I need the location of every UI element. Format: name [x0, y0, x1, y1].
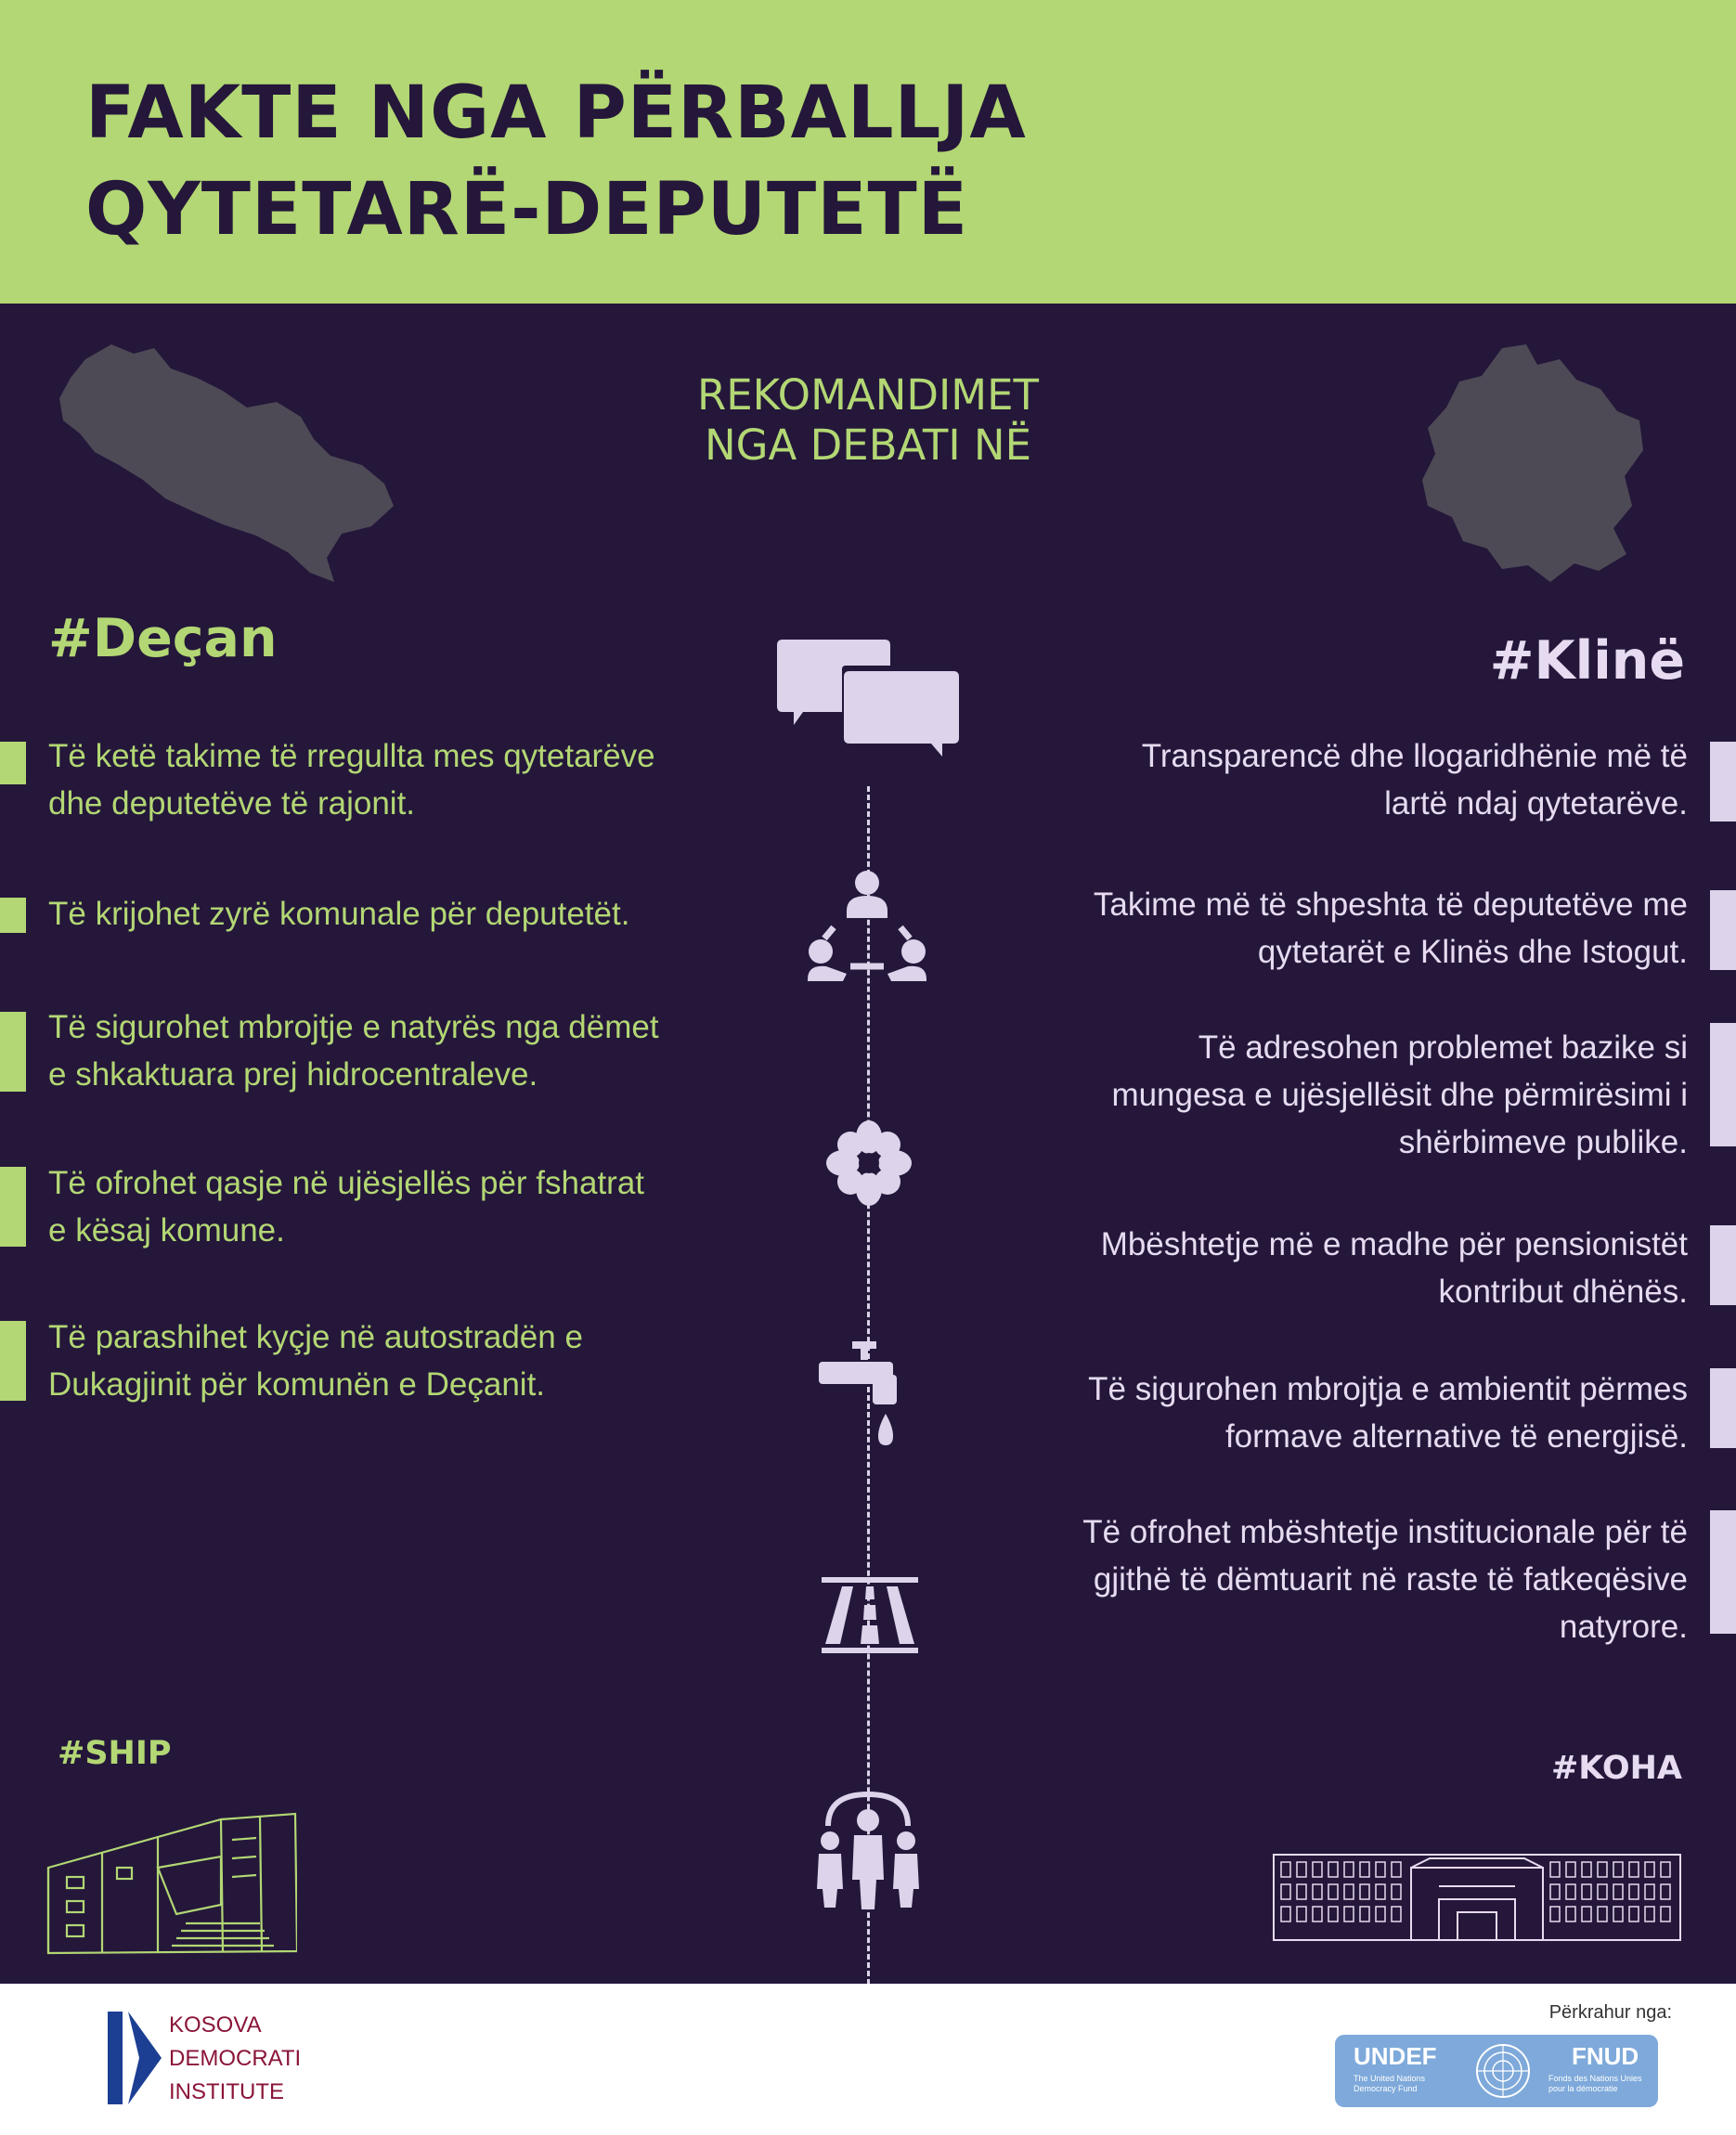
rec-line: natyrore. [1559, 1609, 1688, 1645]
right-bullet-marker [1710, 1510, 1736, 1634]
building-window [1566, 1907, 1575, 1922]
rec-line: kontribut dhënës. [1438, 1274, 1688, 1310]
building-window [1645, 1862, 1654, 1877]
building-window [1582, 1862, 1591, 1877]
building-window [1582, 1884, 1591, 1899]
chat-bubbles-icon [775, 638, 961, 758]
building-window [1392, 1862, 1401, 1877]
rec-line: Të krijohet zyrë komunale për deputetët. [48, 896, 630, 932]
fnud-label: FNUD [1572, 2042, 1639, 2070]
building-window [1582, 1907, 1591, 1922]
right-bullet-marker [1710, 1023, 1736, 1146]
building-window [1328, 1907, 1338, 1922]
rec-line: Takime më të shpeshta të deputetëve me [1093, 886, 1688, 923]
building-window [1566, 1884, 1575, 1899]
page-title-line2: QYTETARË-DEPUTETË [85, 168, 969, 252]
building-window [1550, 1907, 1560, 1922]
building-window [1661, 1862, 1670, 1877]
main-panel [0, 304, 1736, 1984]
building-window [1661, 1907, 1670, 1922]
building-window [1550, 1862, 1560, 1877]
left-bullet-marker [0, 898, 26, 933]
building-window [1376, 1862, 1385, 1877]
building-window [1392, 1907, 1401, 1922]
rec-line: Të ofrohet qasje në ujësjellës për fshatrat [48, 1165, 645, 1201]
rec-line: lartë ndaj qytetarëve. [1384, 785, 1688, 822]
building-window [1376, 1907, 1385, 1922]
rec-line: dhe deputetëve të rajonit. [48, 785, 416, 822]
rec-line: Mbështetje më e madhe për pensionistët [1100, 1226, 1688, 1262]
rec-line: Të adresohen problemet bazike si [1198, 1029, 1688, 1066]
rec-line: shërbimeve publike. [1398, 1124, 1688, 1160]
right-bullet-marker [1710, 742, 1736, 822]
building-window [1344, 1907, 1354, 1922]
rec-line: Të parashihet kyçje në autostradën e [48, 1319, 583, 1355]
kline-recommendation [945, 1365, 1688, 1460]
building-window [1629, 1907, 1639, 1922]
building-window [1645, 1907, 1654, 1922]
building-window [1613, 1907, 1623, 1922]
rec-line: Dukagjinit për komunën e Deçanit. [48, 1366, 546, 1403]
kline-tag: #Klinë [1489, 630, 1685, 692]
building-window [1598, 1907, 1607, 1922]
left-bullet-marker [0, 1012, 26, 1092]
page-title [85, 65, 1292, 258]
decan-tag: #Deçan [48, 608, 278, 669]
kline-map-icon [1419, 343, 1646, 586]
building-window [1645, 1884, 1654, 1899]
flower-icon [826, 1120, 912, 1206]
kline-recommendation [945, 732, 1688, 827]
kdi-line: DEMOCRATI [169, 2046, 302, 2071]
kdi-line: INSTITUTE [169, 2079, 284, 2104]
kdi-logo-icon [108, 2012, 163, 2104]
building-window [1344, 1884, 1354, 1899]
kline-recommendation [945, 1508, 1688, 1650]
parliament-building-icon [1272, 1849, 1682, 1942]
community-people-icon [813, 1789, 923, 1909]
rec-line: e kësaj komune. [48, 1212, 285, 1249]
rec-line: gjithë të dëmtuarit në raste të fatkeqësive [1093, 1561, 1688, 1598]
un-emblem-icon [1474, 2042, 1532, 2100]
left-bullet-marker [0, 1321, 26, 1401]
road-icon [822, 1577, 918, 1653]
building-window [1661, 1884, 1670, 1899]
building-window [1281, 1862, 1290, 1877]
building-window [1328, 1862, 1338, 1877]
building-window [1376, 1884, 1385, 1899]
rec-line: e shkaktuara prej hidrocentraleve. [48, 1056, 538, 1093]
meeting-group-icon [806, 870, 928, 981]
building-window [1598, 1884, 1607, 1899]
building-window [1360, 1862, 1369, 1877]
footer [0, 1984, 1736, 2135]
building-window [1297, 1884, 1306, 1899]
building-window [1297, 1907, 1306, 1922]
left-bullet-marker [0, 1167, 26, 1247]
water-tap-icon [817, 1341, 910, 1453]
fnud-sub-label: Fonds des Nations Unies pour la démocratie [1548, 2074, 1642, 2093]
right-bullet-marker [1710, 1368, 1736, 1448]
building-window [1328, 1884, 1338, 1899]
decan-recommendation [48, 1003, 772, 1098]
kline-recommendation [945, 1221, 1688, 1315]
left-bullet-marker [0, 742, 26, 784]
building-window [1344, 1862, 1354, 1877]
decan-recommendation [48, 1313, 772, 1408]
rec-line: Transparencë dhe llogaridhënie më të [1141, 738, 1688, 774]
ship-hashtag: #SHIP [58, 1735, 172, 1772]
page-title-line1: FAKTE NGA PËRBALLJA [85, 71, 1027, 155]
building-window [1281, 1907, 1290, 1922]
decan-recommendation [48, 890, 772, 938]
building-window [1613, 1884, 1623, 1899]
rec-line: Të ofrohet mbështetje institucionale për të [1082, 1514, 1688, 1550]
building-window [1313, 1862, 1322, 1877]
subtitle-line2: NGA DEBATI NË [704, 421, 1032, 470]
rec-line: mungesa e ujësjellësit dhe përmirësimi i [1111, 1077, 1688, 1113]
undef-sub-label: The United Nations Democracy Fund [1354, 2074, 1426, 2093]
undef-logo [1335, 2035, 1658, 2107]
rec-line: Të sigurohen mbrojtja e ambientit përmes [1088, 1371, 1688, 1407]
rec-line: qytetarët e Klinës dhe Istogut. [1257, 934, 1688, 970]
building-window [1360, 1907, 1369, 1922]
building-window [1613, 1862, 1623, 1877]
building-window [1313, 1907, 1322, 1922]
decan-recommendation [48, 732, 772, 827]
rec-line: formave alternative të energjisë. [1224, 1418, 1688, 1455]
building-window [1550, 1884, 1560, 1899]
header-banner [0, 0, 1736, 304]
building-window [1281, 1884, 1290, 1899]
building-window [1297, 1862, 1306, 1877]
kdi-line: KOSOVA [169, 2012, 262, 2038]
subtitle-line1: REKOMANDIMET [696, 370, 1040, 420]
rec-line: Të sigurohet mbrojtje e natyrës nga dëmet [48, 1009, 659, 1045]
supported-by-label: Përkrahur nga: [1548, 2002, 1672, 2023]
building-window [1598, 1862, 1607, 1877]
right-bullet-marker [1710, 890, 1736, 970]
kdi-logo-text [169, 2009, 301, 2109]
kline-recommendation [945, 881, 1688, 976]
decan-recommendation [48, 1159, 772, 1254]
building-window [1392, 1884, 1401, 1899]
subtitle [589, 370, 1147, 471]
kline-recommendation [945, 1024, 1688, 1166]
building-window [1629, 1884, 1639, 1899]
rec-line: Të ketë takime të rregullta mes qytetarëve [48, 738, 655, 774]
decan-map-icon [58, 343, 397, 586]
building-window [1313, 1884, 1322, 1899]
koha-hashtag: #KOHA [1550, 1750, 1682, 1787]
building-window [1566, 1862, 1575, 1877]
right-bullet-marker [1710, 1225, 1736, 1305]
building-window [1629, 1862, 1639, 1877]
undef-label: UNDEF [1354, 2042, 1437, 2070]
school-building-icon [46, 1812, 297, 1956]
building-window [1360, 1884, 1369, 1899]
